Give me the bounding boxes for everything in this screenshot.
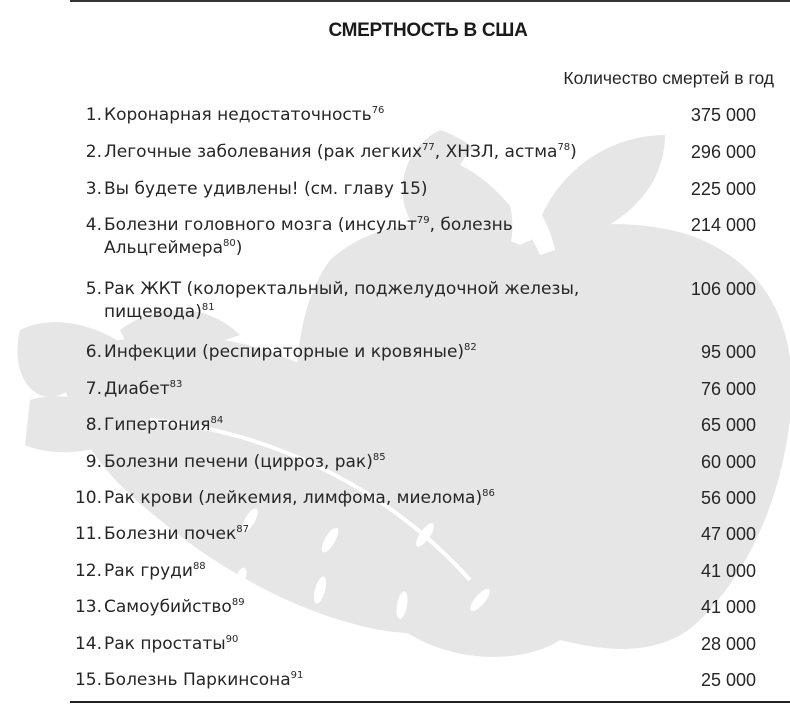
row-cause-label: [104, 378, 624, 401]
cause-text: Инфекции (респираторные и кровяные): [104, 342, 465, 362]
row-cause-label: [104, 451, 624, 474]
row-death-count: 47 000: [700, 524, 756, 544]
cause-text: Рак ЖКТ (колоректальный, поджелудочной железы,: [104, 279, 580, 299]
row-death-count: 214 000: [690, 215, 756, 235]
cause-text: , ХНЗЛ, астма: [434, 142, 558, 162]
row-number: 12.: [74, 561, 102, 581]
row-cause-label: [104, 278, 624, 324]
footnote-ref: 88: [192, 561, 206, 572]
footnote-ref: 83: [169, 379, 183, 390]
column-header-deaths-per-year: Количество смертей в год: [563, 68, 774, 88]
row-number: 3.: [85, 179, 102, 199]
footnote-ref: 82: [464, 342, 477, 353]
page-title: СМЕРТНОСТЬ В США: [328, 20, 528, 41]
cause-text: Альцгеймера: [104, 238, 224, 258]
row-cause-label: [104, 487, 624, 510]
bottom-rule: [70, 701, 790, 703]
row-cause-label: [104, 560, 624, 583]
footnote-ref: 76: [371, 105, 385, 116]
cause-text: Болезни почек: [104, 524, 237, 544]
footnote-ref: 86: [482, 488, 495, 499]
cause-text: Диабет: [104, 379, 170, 399]
row-number: 14.: [74, 634, 102, 654]
row-number: 9.: [85, 452, 102, 472]
row-death-count: 28 000: [700, 634, 756, 654]
row-number: 6.: [85, 342, 102, 362]
cause-text: Рак простаты: [104, 634, 226, 654]
row-death-count: 76 000: [700, 379, 756, 399]
row-cause-label: [104, 633, 624, 656]
cause-text: Рак груди: [104, 561, 193, 581]
row-cause-label: [104, 669, 624, 692]
row-number: 7.: [85, 379, 102, 399]
cause-text: Болезни печени (цирроз, рак): [104, 452, 373, 472]
cause-text: , болезнь: [429, 215, 513, 235]
row-number: 11.: [74, 524, 102, 544]
footnote-ref: 91: [290, 670, 304, 681]
row-cause-label: [104, 341, 624, 364]
row-cause-label: [104, 214, 624, 260]
row-number: 4.: [85, 215, 102, 235]
row-cause-label: [104, 104, 624, 127]
cause-text: Коронарная недостаточность: [104, 105, 372, 125]
row-death-count: 60 000: [700, 452, 756, 472]
footnote-ref: 79: [416, 215, 430, 226]
cause-text: Гипертония: [104, 415, 211, 435]
footnote-ref: 80: [223, 238, 236, 249]
row-death-count: 375 000: [690, 105, 756, 125]
row-number: 15.: [74, 670, 102, 690]
row-number: 1.: [85, 105, 102, 125]
row-cause-label: [104, 523, 624, 546]
footnote-ref: 77: [422, 142, 435, 153]
row-cause-label: [104, 414, 624, 437]
cause-text: Вы будете удивлены! (см. главу 15): [104, 179, 428, 199]
footnote-ref: 81: [201, 302, 215, 313]
row-cause-label: [104, 596, 624, 619]
cause-text: ): [235, 238, 243, 258]
footnote-ref: 87: [236, 524, 250, 535]
cause-text: Рак крови (лейкемия, лимфома, миелома): [104, 488, 483, 508]
cause-text: ): [570, 142, 577, 162]
cause-text: Самоубийство: [104, 597, 232, 617]
row-death-count: 225 000: [690, 179, 756, 199]
row-number: 5.: [85, 279, 102, 299]
row-death-count: 296 000: [690, 142, 756, 162]
footnote-ref: 89: [231, 597, 245, 608]
row-number: 2.: [85, 142, 102, 162]
top-rule: [70, 0, 790, 2]
row-death-count: 65 000: [700, 415, 756, 435]
row-death-count: 106 000: [690, 279, 756, 299]
footnote-ref: 78: [557, 142, 571, 153]
row-cause-label: [104, 178, 624, 201]
row-number: 10.: [74, 488, 102, 508]
cause-text: пищевода): [104, 302, 202, 322]
cause-text: Болезнь Паркинсона: [104, 670, 291, 690]
footnote-ref: 85: [372, 452, 386, 463]
row-death-count: 95 000: [700, 342, 756, 362]
row-number: 13.: [74, 597, 102, 617]
row-death-count: 41 000: [700, 561, 756, 581]
footnote-ref: 90: [225, 634, 239, 645]
footnote-ref: 84: [210, 415, 224, 426]
row-death-count: 56 000: [700, 488, 756, 508]
row-number: 8.: [85, 415, 102, 435]
row-cause-label: [104, 141, 624, 164]
row-death-count: 41 000: [700, 597, 756, 617]
cause-text: Легочные заболевания (рак легких: [104, 142, 423, 162]
row-death-count: 25 000: [700, 670, 756, 690]
cause-text: Болезни головного мозга (инсульт: [104, 215, 417, 235]
